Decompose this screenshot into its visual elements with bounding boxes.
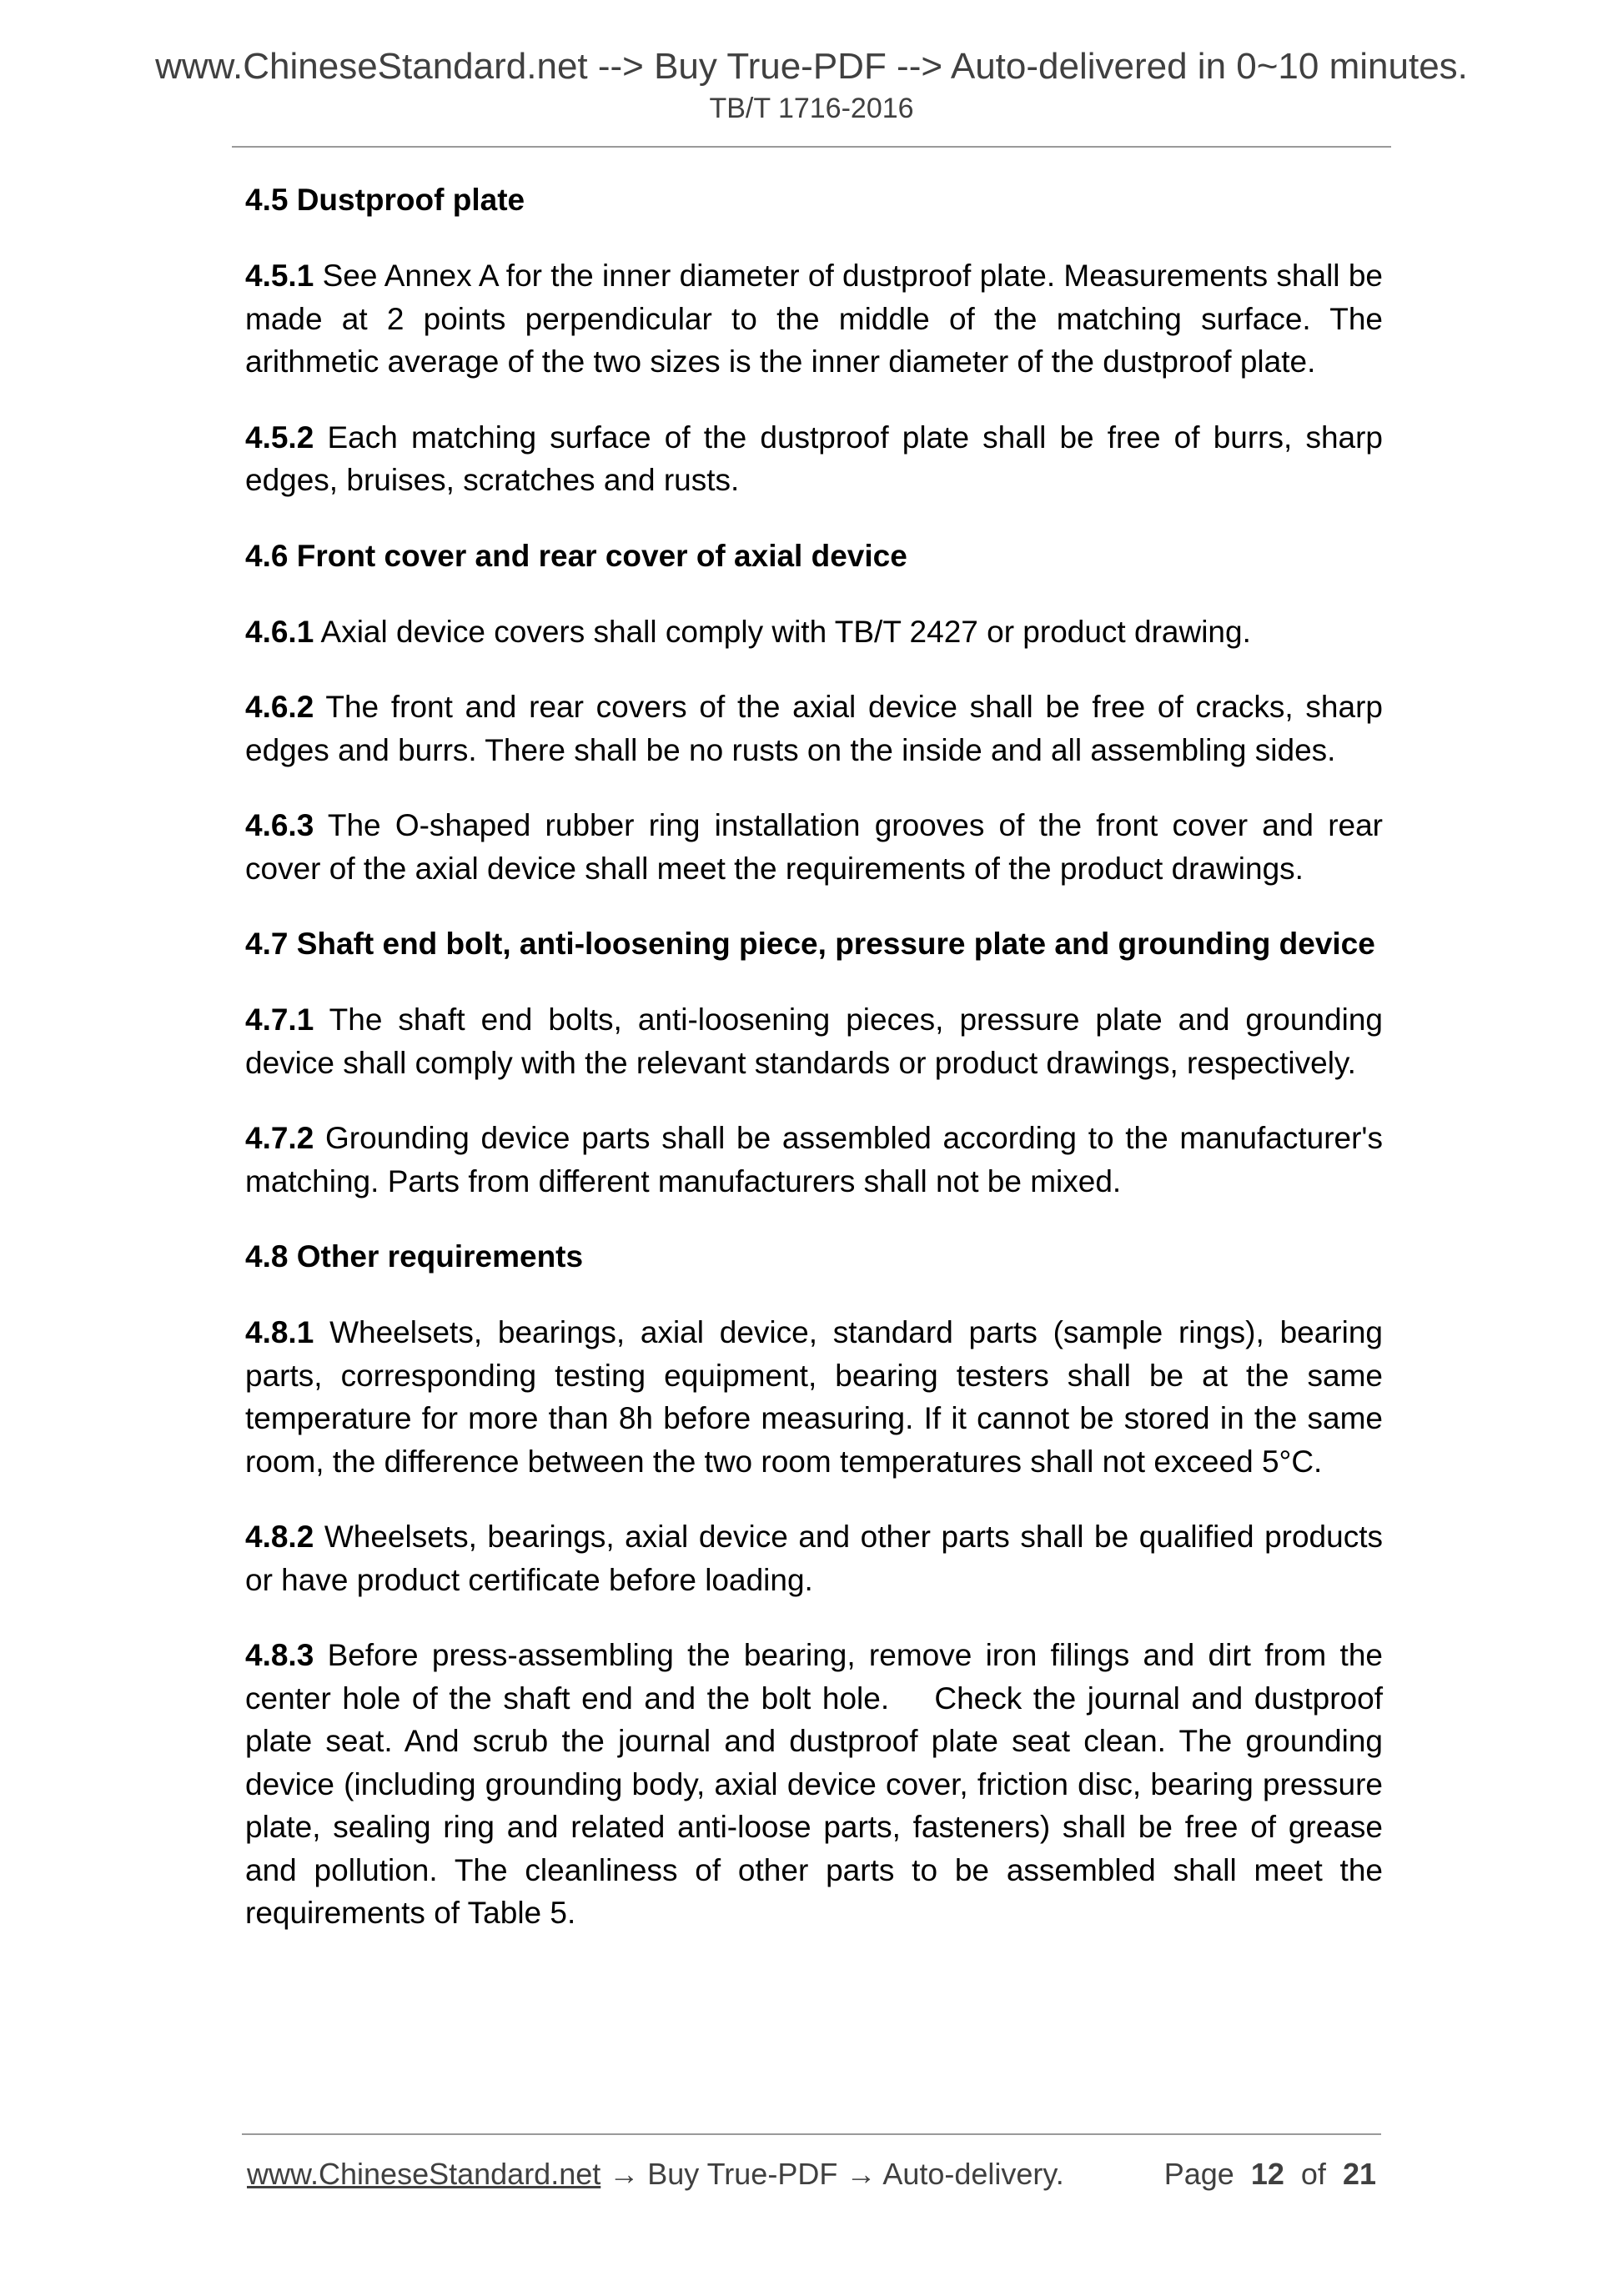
clause-text: The shaft end bolts, anti-loosening pieces, pressure plate and grounding device shall comply with the relevant standards or product drawings, respectively.: [245, 1002, 1383, 1080]
clause-paragraph: [245, 254, 1383, 384]
clause-text: See Annex A for the inner diameter of dustproof plate. Measurements shall be made at 2 points perpendicular to the middle of the matching surface. The arithmetic average of the two sizes is the inner diameter of the dustproof plate.: [245, 259, 1383, 379]
page-indicator: [1164, 2155, 1376, 2193]
clause-paragraph: [245, 416, 1383, 502]
clause-text: Axial device covers shall comply with TB/T 2427 or product drawing.: [314, 614, 1251, 649]
clause-paragraph: [245, 804, 1383, 890]
clause-paragraph: [245, 1634, 1383, 1935]
clause-paragraph: [245, 610, 1383, 654]
header-banner: www.ChineseStandard.net --> Buy True-PDF --> Auto-delivered in 0~10 minutes.: [155, 46, 1468, 87]
section-heading: 4.6 Front cover and rear cover of axial device: [245, 538, 907, 573]
page-number: 12: [1250, 2157, 1284, 2191]
clause-text: Grounding device parts shall be assembled according to the manufacturer's matching. Parts from different manufacturers shall not be mixed.: [245, 1121, 1383, 1198]
clause-number: 4.8.3: [245, 1638, 314, 1672]
clause-number: 4.6.2: [245, 690, 314, 724]
document-id: TB/T 1716-2016: [709, 93, 914, 124]
footer-site-link[interactable]: www.ChineseStandard.net: [247, 2157, 601, 2191]
clause-paragraph: [245, 1117, 1383, 1203]
clause-number: 4.5.2: [245, 420, 314, 455]
clause-text: The O-shaped rubber ring installation grooves of the front cover and rear cover of the axial device shall meet the requirements of the product drawings.: [245, 808, 1383, 886]
clause-number: 4.6.3: [245, 808, 314, 842]
header-divider: [232, 146, 1391, 148]
clause-number: 4.7.1: [245, 1002, 314, 1037]
clause-text: Wheelsets, bearings, axial device, standard parts (sample rings), bearing parts, corresponding testing equipment, bearing testers shall be at the same temperature for more than 8h before measuring. If it cannot be stored in the same room, the difference between the two room temperatures shall not exceed 5°C.: [245, 1315, 1383, 1479]
clause-paragraph: [245, 1311, 1383, 1483]
clause-number: 4.5.1: [245, 259, 314, 293]
footer-promo-text: → Buy True-PDF → Auto-delivery.: [600, 2157, 1064, 2191]
footer-promo: [247, 2155, 1064, 2193]
clause-text: Wheelsets, bearings, axial device and other parts shall be qualified products or have product certificate before loading.: [245, 1520, 1383, 1597]
section-heading: 4.7 Shaft end bolt, anti-loosening piece, pressure plate and grounding device: [245, 927, 1375, 961]
page-footer: [247, 2155, 1376, 2193]
of-label: of: [1300, 2157, 1326, 2191]
clause-paragraph: [245, 686, 1383, 771]
section-heading: 4.5 Dustproof plate: [245, 183, 525, 217]
clause-number: 4.7.2: [245, 1121, 314, 1155]
clause-number: 4.6.1: [245, 614, 314, 649]
clause-paragraph: [245, 1515, 1383, 1601]
footer-divider: [242, 2133, 1381, 2135]
clause-text: Each matching surface of the dustproof plate shall be free of burrs, sharp edges, bruises, scratches and rusts.: [245, 420, 1383, 497]
document-body: [245, 178, 1383, 1967]
section-heading: 4.8 Other requirements: [245, 1239, 584, 1274]
clause-text: The front and rear covers of the axial device shall be free of cracks, sharp edges and burrs. There shall be no rusts on the inside and all assembling sides.: [245, 690, 1383, 767]
page-label: Page: [1163, 2157, 1234, 2191]
page-total: 21: [1342, 2157, 1376, 2191]
clause-number: 4.8.2: [245, 1520, 314, 1554]
clause-paragraph: [245, 998, 1383, 1084]
clause-number: 4.8.1: [245, 1315, 314, 1349]
clause-text: Before press-assembling the bearing, remove iron filings and dirt from the center hole of the shaft end and the bolt hole. Check the journal and dustproof plate seat. And scrub the journal and dustproof plate seat clean. The grounding device (including grounding body, axial device cover, friction disc, bearing pressure plate, sealing ring and related anti-loose parts, fasteners) shall be free of grease and pollution. The cleanliness of other parts to be assembled shall meet the requirements of Table 5.: [245, 1638, 1383, 1930]
